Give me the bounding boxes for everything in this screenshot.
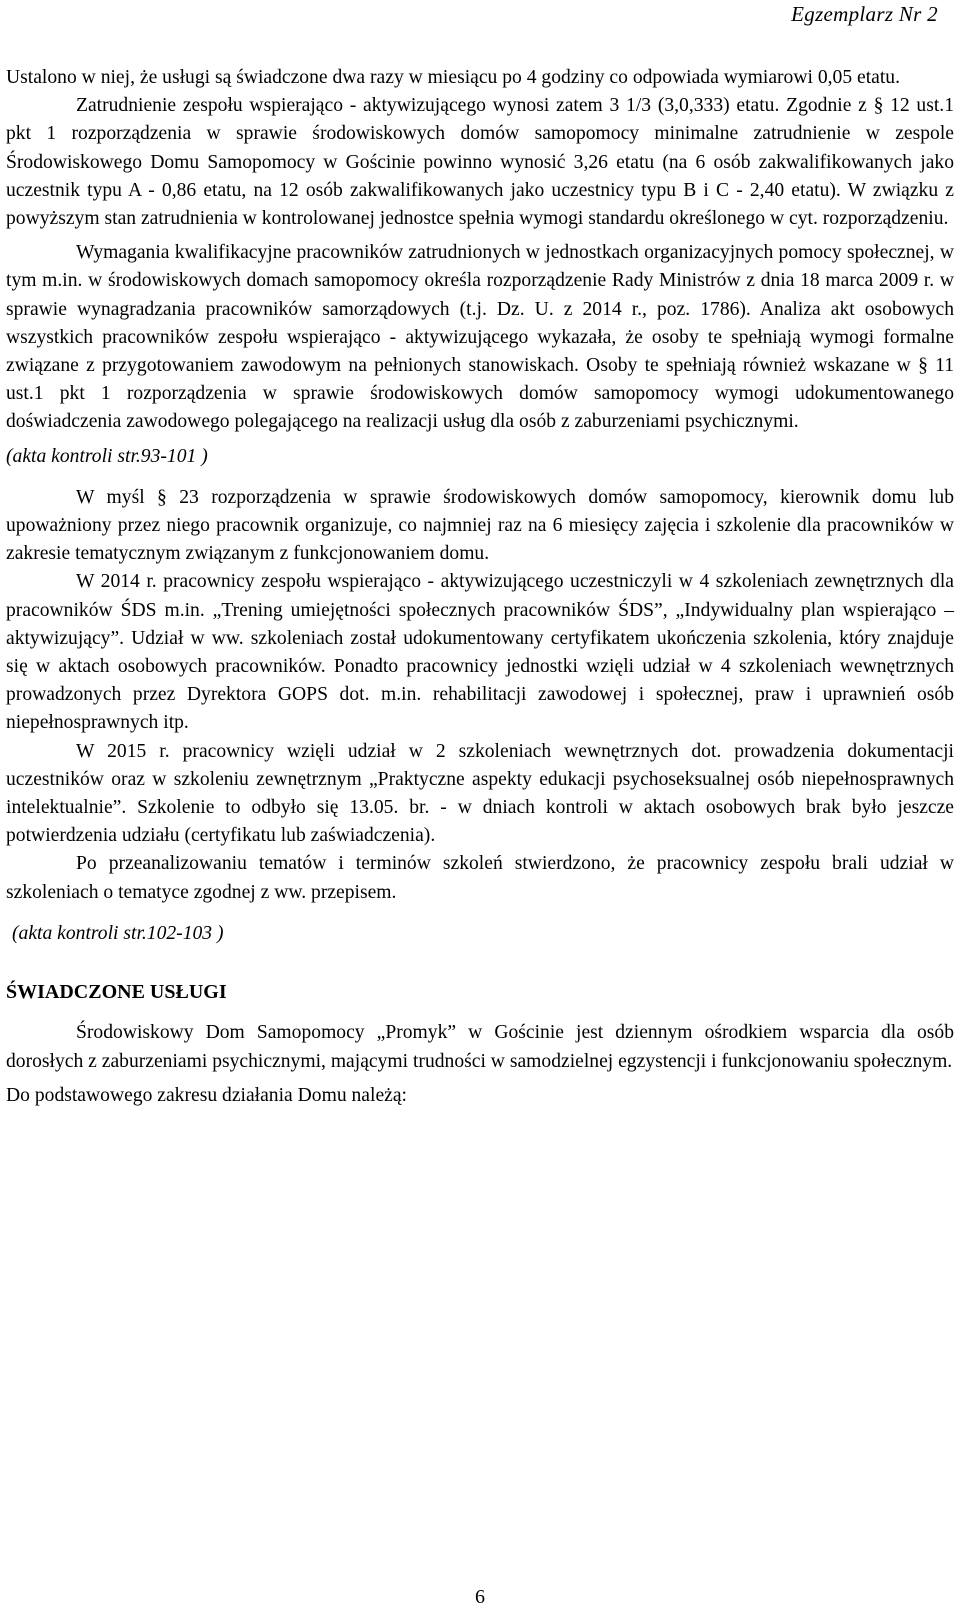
paragraph-employment-level: Zatrudnienie zespołu wspierająco - aktywizującego wynosi zatem 3 1/3 (3,0,333) etatu. Zgodnie z § 12 ust.1 pkt 1 rozporządzenia w sprawie środowiskowych domów samopomocy minimalne zatrudnienie w zespole Środowiskowego Domu Samopomocy w Gościnie powinno wynosić 3,26 etatu (na 6 osób zakwalifikowanych jako uczestnik typu A - 0,86 etatu, na 12 osób zakwalifikowanych jako uczestnicy typu B i C - 2,40 etatu). W związku z powyższym stan zatrudnienia w kontrolowanej jednostce spełnia wymogi standardu określonego w cyt. rozporządzeniu. <box>6 95 954 230</box>
section-heading-services: ŚWIADCZONE USŁUGI <box>6 981 227 1004</box>
reference-note-2: (akta kontroli str.102-103 ) <box>12 922 224 944</box>
paragraph-training-2015: W 2015 r. pracownicy wzięli udział w 2 szkoleniach wewnętrznych dot. prowadzenia dokumentacji uczestników oraz w szkoleniu zewnętrznym „Praktyczne aspekty edukacji psychoseksualnej osób niepełnosprawnych intelektualnie”. Szkolenie to odbyło się 13.05. br. - w dniach kontroli w aktach osobowych brak było jeszcze potwierdzenia udziału (certyfikatu lub zaświadczenia). <box>6 740 954 847</box>
copy-number-label: Egzemplarz Nr 2 <box>791 2 938 26</box>
paragraph-service-hours: Ustalono w niej, że usługi są świadczone dwa razy w miesiącu po 4 godziny co odpowiada wymiarowi 0,05 etatu. <box>6 67 901 88</box>
paragraph-training-conclusion: Po przeanalizowaniu tematów i terminów szkoleń stwierdzono, że pracownicy zespołu brali udział w szkoleniach o tematyce zgodnej z ww. przepisem. <box>6 853 954 903</box>
paragraph-qualification-requirements: Wymagania kwalifikacyjne pracowników zatrudnionych w jednostkach organizacyjnych pomocy społecznej, w tym m.in. w środowiskowych domach samopomocy określa rozporządzenie Rady Ministrów z dnia 18 marca 2009 r. w sprawie wynagradzania pracowników samorządowych (t.j. Dz. U. z 2014 r., poz. 1786). Analiza akt osobowych wszystkich pracowników zespołu wspierająco - aktywizującego wykazała, że osoby te spełniają wymogi formalne związane z przygotowaniem zawodowym na pełnionych stanowiskach. Osoby te spełniają również wskazane w § 11 ust.1 pkt 1 rozporządzenia w sprawie środowiskowych domów samopomocy wymogi udokumentowanego doświadczenia zawodowego polegającego na realizacji usług dla osób z zaburzeniami psychicznymi. <box>6 242 954 433</box>
paragraph-center-description: Środowiskowy Dom Samopomocy „Promyk” w Gościnie jest dziennym ośrodkiem wsparcia dla osób dorosłych z zaburzeniami psychicznymi, mającymi trudności w samodzielnej egzystencji i funkcjonowaniu społecznym. <box>6 1022 954 1072</box>
reference-note-1: (akta kontroli str.93-101 ) <box>6 445 208 467</box>
document-body <box>6 64 954 1110</box>
paragraph-training-2014: W 2014 r. pracownicy zespołu wspierająco - aktywizującego uczestniczyli w 4 szkoleniach zewnętrznych dla pracowników ŚDS m.in. „Trening umiejętności społecznych pracowników ŚDS”, „Indywidualny plan wspierająco – aktywizujący”. Udział w ww. szkoleniach został udokumentowany certyfikatem ukończenia szkolenia, który znajduje się w aktach osobowych pracowników. Ponadto pracownicy jednostki wzięli udział w 4 szkoleniach wewnętrznych prowadzonych przez Dyrektora GOPS dot. m.in. rehabilitacji zawodowej i społecznej, praw i uprawnień osób niepełnosprawnych itp. <box>6 571 954 734</box>
page-number: 6 <box>475 1586 485 1608</box>
paragraph-scope-intro: Do podstawowego zakresu działania Domu należą: <box>6 1084 407 1106</box>
paragraph-training-requirements: W myśl § 23 rozporządzenia w sprawie środowiskowych domów samopomocy, kierownik domu lub upoważniony przez niego pracownik organizuje, co najmniej raz na 6 miesięcy zajęcia i szkolenie dla pracowników w zakresie tematycznym związanym z funkcjonowaniem domu. <box>6 486 954 565</box>
